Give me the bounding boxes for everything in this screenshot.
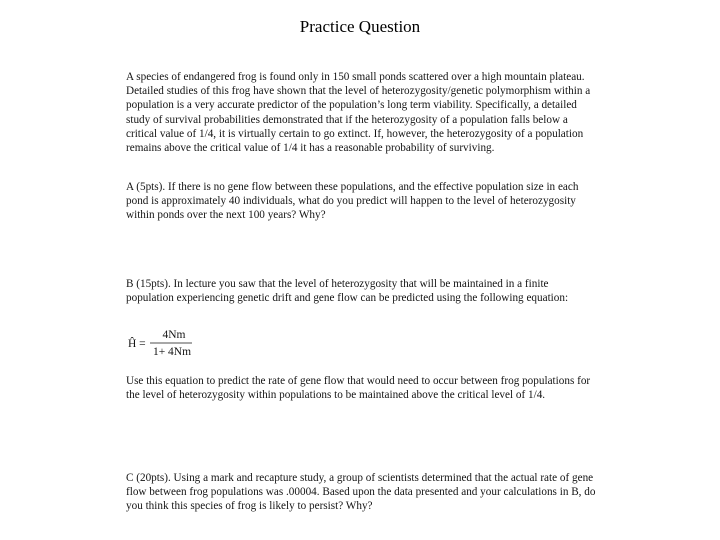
equation-denominator: 1+ 4Nm [152, 346, 192, 358]
question-b-followup [126, 374, 596, 402]
intro-text: A species of endangered frog is found only in 150 small ponds scattered over a high mountain plateau. Detailed studies of this frog have shown that the level of heterozygosity/genetic polymorphism within a population is a very accurate predictor of the population’s long term viability. Specifically, a detailed study of survival probabilities demonstrated that if the heterozygosity of a population falls below a critical value of 1/4, it is virtually certain to go extinct. If, however, the heterozygosity of a population remains above the critical value of 1/4 it has a reasonable probability of surviving. [126, 71, 591, 155]
equation-numerator: 4Nm [162, 329, 186, 341]
question-b-text: B (15pts). In lecture you saw that the level of heterozygosity that will be maintained in a finite population experiencing genetic drift and gene flow can be predicted using the following equation: [126, 278, 569, 305]
question-a [126, 180, 596, 223]
equation-lhs: Ĥ = [128, 338, 146, 350]
question-a-text: A (5pts). If there is no gene flow between these populations, and the effective population size in each pond is approximately 40 individuals, what do you predict will happen to the level of heterozygosity within ponds over the next 100 years? Why? [126, 181, 579, 222]
equation-graphic [128, 327, 208, 359]
question-c [126, 471, 596, 514]
question-c-text: C (20pts). Using a mark and recapture study, a group of scientists determined that the actual rate of gene flow between frog populations was .00004. Based upon the data presented and your calculations in B, do you think this species of frog is likely to persist? Why? [126, 472, 596, 513]
question-b-followup-text: Use this equation to predict the rate of gene flow that would need to occur between frog populations for the level of heterozygosity within populations to be maintained above the critical level of 1/4. [126, 375, 591, 402]
heterozygosity-equation [128, 327, 208, 359]
question-b [126, 277, 596, 305]
page-title: Practice Question [299, 17, 421, 36]
intro-paragraph [126, 70, 596, 155]
